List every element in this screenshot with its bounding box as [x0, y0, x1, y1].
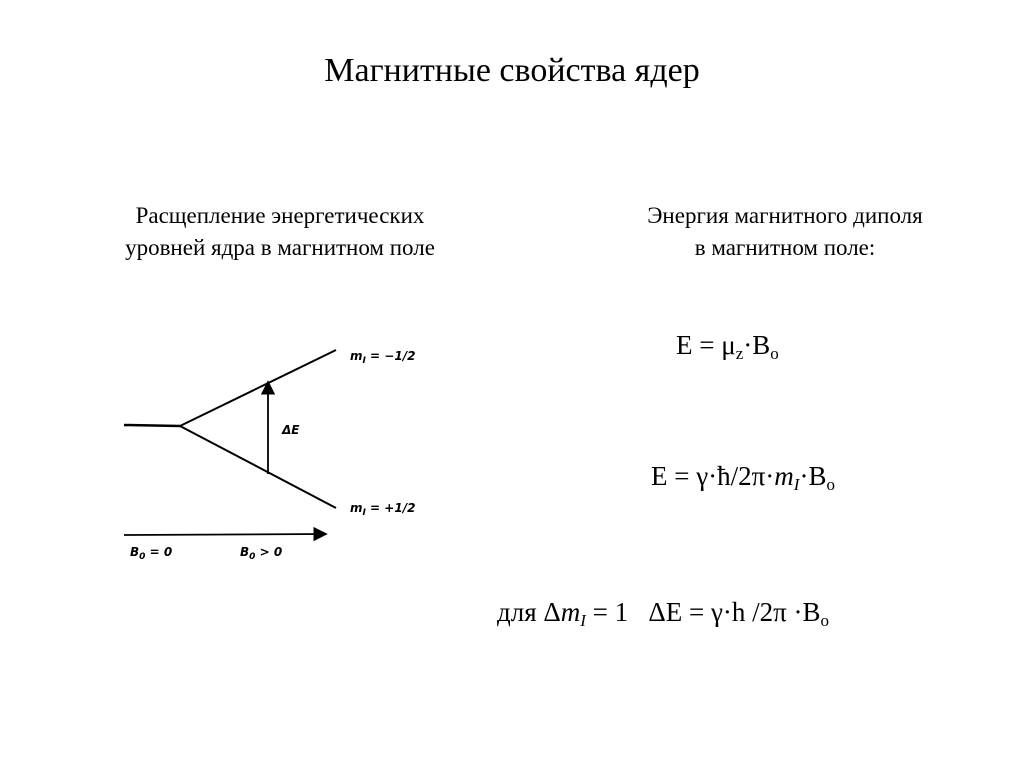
unsplit-level-line [124, 425, 180, 426]
zeeman-splitting-diagram [100, 320, 440, 580]
formula1-mu: μ [721, 330, 736, 360]
field-zero-label: $B_0 = 0$ [130, 545, 173, 562]
formula2-m: m [774, 461, 794, 491]
formula2-lhs: E = γ·ħ/2π· [651, 461, 775, 491]
formula1-mu-sub: z [735, 344, 744, 363]
lower-level-line [180, 426, 336, 508]
transition-energy-formula [497, 597, 829, 628]
dipole-energy-formula [676, 330, 779, 361]
page-title: Магнитные свойства ядер [324, 52, 700, 89]
formula1-field-sub: o [770, 344, 779, 363]
dipole-energy-caption-line2: в магнитном поле: [694, 235, 876, 260]
splitting-caption-line1: Расщепление энергетических [135, 203, 425, 228]
delta-e-label: ΔE [282, 423, 300, 437]
formula1-field: ·B [743, 330, 771, 360]
dipole-energy-caption [575, 200, 995, 264]
formula3-prefix: для Δ [497, 597, 561, 627]
formula2-m-sub: I [793, 475, 800, 494]
upper-level-label: $m_I = -1/2$ [350, 349, 416, 366]
formula3-m: m [560, 597, 581, 627]
field-on-label: $B_0 > 0$ [240, 545, 283, 562]
formula2-field: ·B [799, 461, 827, 491]
lower-level-label: $m_I = +1/2$ [350, 501, 416, 518]
upper-level-line [180, 350, 336, 426]
formula3-eq: = 1 ΔE = γ·h /2π ·B [585, 597, 821, 627]
splitting-caption-line2: уровней ядра в магнитном поле [125, 235, 435, 260]
formula3-m-sub: I [580, 611, 586, 630]
field-arrow [124, 534, 326, 535]
formula3-field-sub: o [820, 611, 830, 630]
formula2-field-sub: o [826, 475, 835, 494]
dipole-energy-caption-line1: Энергия магнитного диполя [647, 203, 923, 228]
formula1-lhs: E = [676, 330, 722, 360]
splitting-caption [70, 200, 490, 264]
energy-quantum-formula [651, 461, 835, 492]
